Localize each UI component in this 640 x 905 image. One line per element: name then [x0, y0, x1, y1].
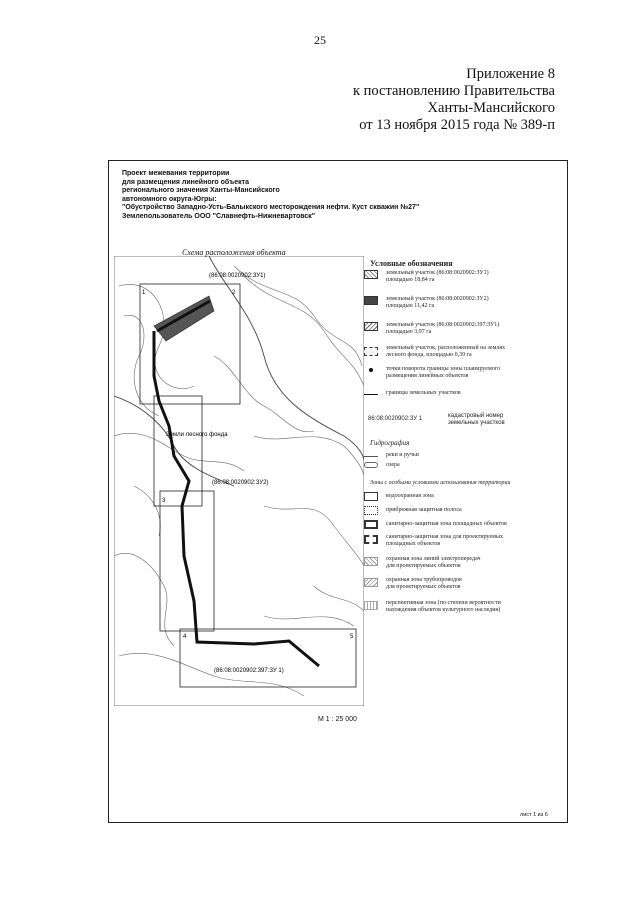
legend-item-3: земельный участок (86:08:0020902:397:ЗУ1) площадью 3,97 га — [386, 322, 500, 335]
zone-item-7: перспективная зона (по степени вероятности нахождения объектов культурного наследия) — [386, 600, 501, 613]
route-line — [154, 331, 319, 666]
header-date: от 13 ноября 2015 года № 389-п — [359, 117, 555, 133]
map-scheme — [114, 256, 364, 706]
point-5: 5 — [350, 634, 354, 640]
zone-sanitary-icon — [364, 520, 378, 529]
zone-sanitary-planned-icon — [364, 535, 378, 544]
point-1: 1 — [142, 290, 146, 296]
label-forest: Земли лесного фонда — [166, 432, 228, 438]
legend-item-4: земельный участок, расположенный на землях лесного фонда, площадью 0,39 га — [386, 345, 506, 358]
project-line-6: Землепользователь ООО "Славнефть-Нижневартовск" — [122, 212, 316, 220]
boundary-line-icon — [364, 394, 378, 395]
header-region: Ханты-Мансийского — [427, 100, 555, 116]
legend-title: Условные обозначения — [370, 259, 453, 268]
label-zu2: (86:08:0020902:ЗУ2) — [212, 480, 269, 486]
project-line-2: для размещения линейного объекта — [122, 178, 249, 186]
legend-item-6: границы земельных участков — [386, 390, 461, 396]
project-line-3: регионального значения Ханты-Мансийского — [122, 187, 280, 195]
zone-item-1: водоохранная зона — [386, 493, 434, 499]
legend-item-1: земельный участок (86:08:0020902:ЗУ1) площадью 18,84 га — [386, 270, 489, 283]
zone-item-3: санитарно-защитная зона площадных объектов — [386, 521, 507, 527]
map-rivers — [114, 256, 364, 486]
project-line-5: "Обустройство Западно-Усть-Балыкского месторождения нефти. Куст скважин №27" — [122, 204, 420, 212]
map-scale: М 1 : 25 000 — [318, 716, 357, 723]
zones-title: Зоны с особыми условиями использования территории — [370, 480, 511, 486]
header-appendix: Приложение 8 — [466, 66, 555, 82]
cadastral-desc: кадастровый номер земельных участков — [448, 413, 505, 426]
legend-swatch-zu2-icon — [364, 296, 378, 305]
page-number: 25 — [314, 33, 326, 47]
zone-water-protection-icon — [364, 492, 378, 501]
zone-item-4: санитарно-защитная зона для проектируемых площадных объектов — [386, 534, 503, 547]
zone-item-5: охранная зона линий электропередач для проектируемых объектов — [386, 556, 481, 569]
lake-icon — [364, 462, 378, 468]
header-decree: к постановлению Правительства — [353, 83, 555, 99]
hydro-item-1: реки и ручьи — [386, 452, 419, 458]
zone-pipeline-icon — [364, 578, 378, 587]
hydro-title: Гидрография — [370, 439, 410, 447]
river-icon — [364, 456, 378, 457]
project-line-1: Проект межевания территории — [122, 170, 230, 177]
project-description — [122, 170, 419, 222]
label-zu397: (86:08:0020902:397:ЗУ 1) — [214, 668, 284, 674]
zone-item-2: прибрежная защитная полоса — [386, 507, 462, 513]
cadastral-code: 86:08:0020902:ЗУ 1 — [368, 416, 423, 422]
legend-item-5: точки поворота границы зоны планируемого размещения линейных объектов — [386, 366, 501, 379]
zone-item-6: охранная зона трубопроводов для проектируемых объектов — [386, 577, 462, 590]
point-4: 4 — [183, 634, 187, 640]
point-2: 2 — [232, 290, 236, 296]
hydro-item-2: озера — [386, 462, 400, 468]
label-zu1: (86:08:0020902:ЗУ1) — [209, 273, 266, 279]
legend-item-2: земельный участок (86:08:0020902:ЗУ2) площадью 11,42 га — [386, 296, 489, 309]
zone-powerline-icon — [364, 557, 378, 566]
legend-swatch-forest-icon — [364, 347, 378, 356]
legend-swatch-zu1-icon — [364, 270, 378, 279]
point-3: 3 — [162, 498, 166, 504]
project-line-4: автономного округа-Югры: — [122, 195, 217, 203]
sheet-number: лист 1 из 6 — [520, 812, 548, 818]
map-title: Схема расположения объекта — [182, 248, 286, 257]
legend-swatch-zu397-icon — [364, 322, 378, 331]
turn-point-icon — [369, 368, 373, 372]
zone-heritage-icon — [364, 601, 378, 610]
zone-coastal-strip-icon — [364, 506, 378, 515]
